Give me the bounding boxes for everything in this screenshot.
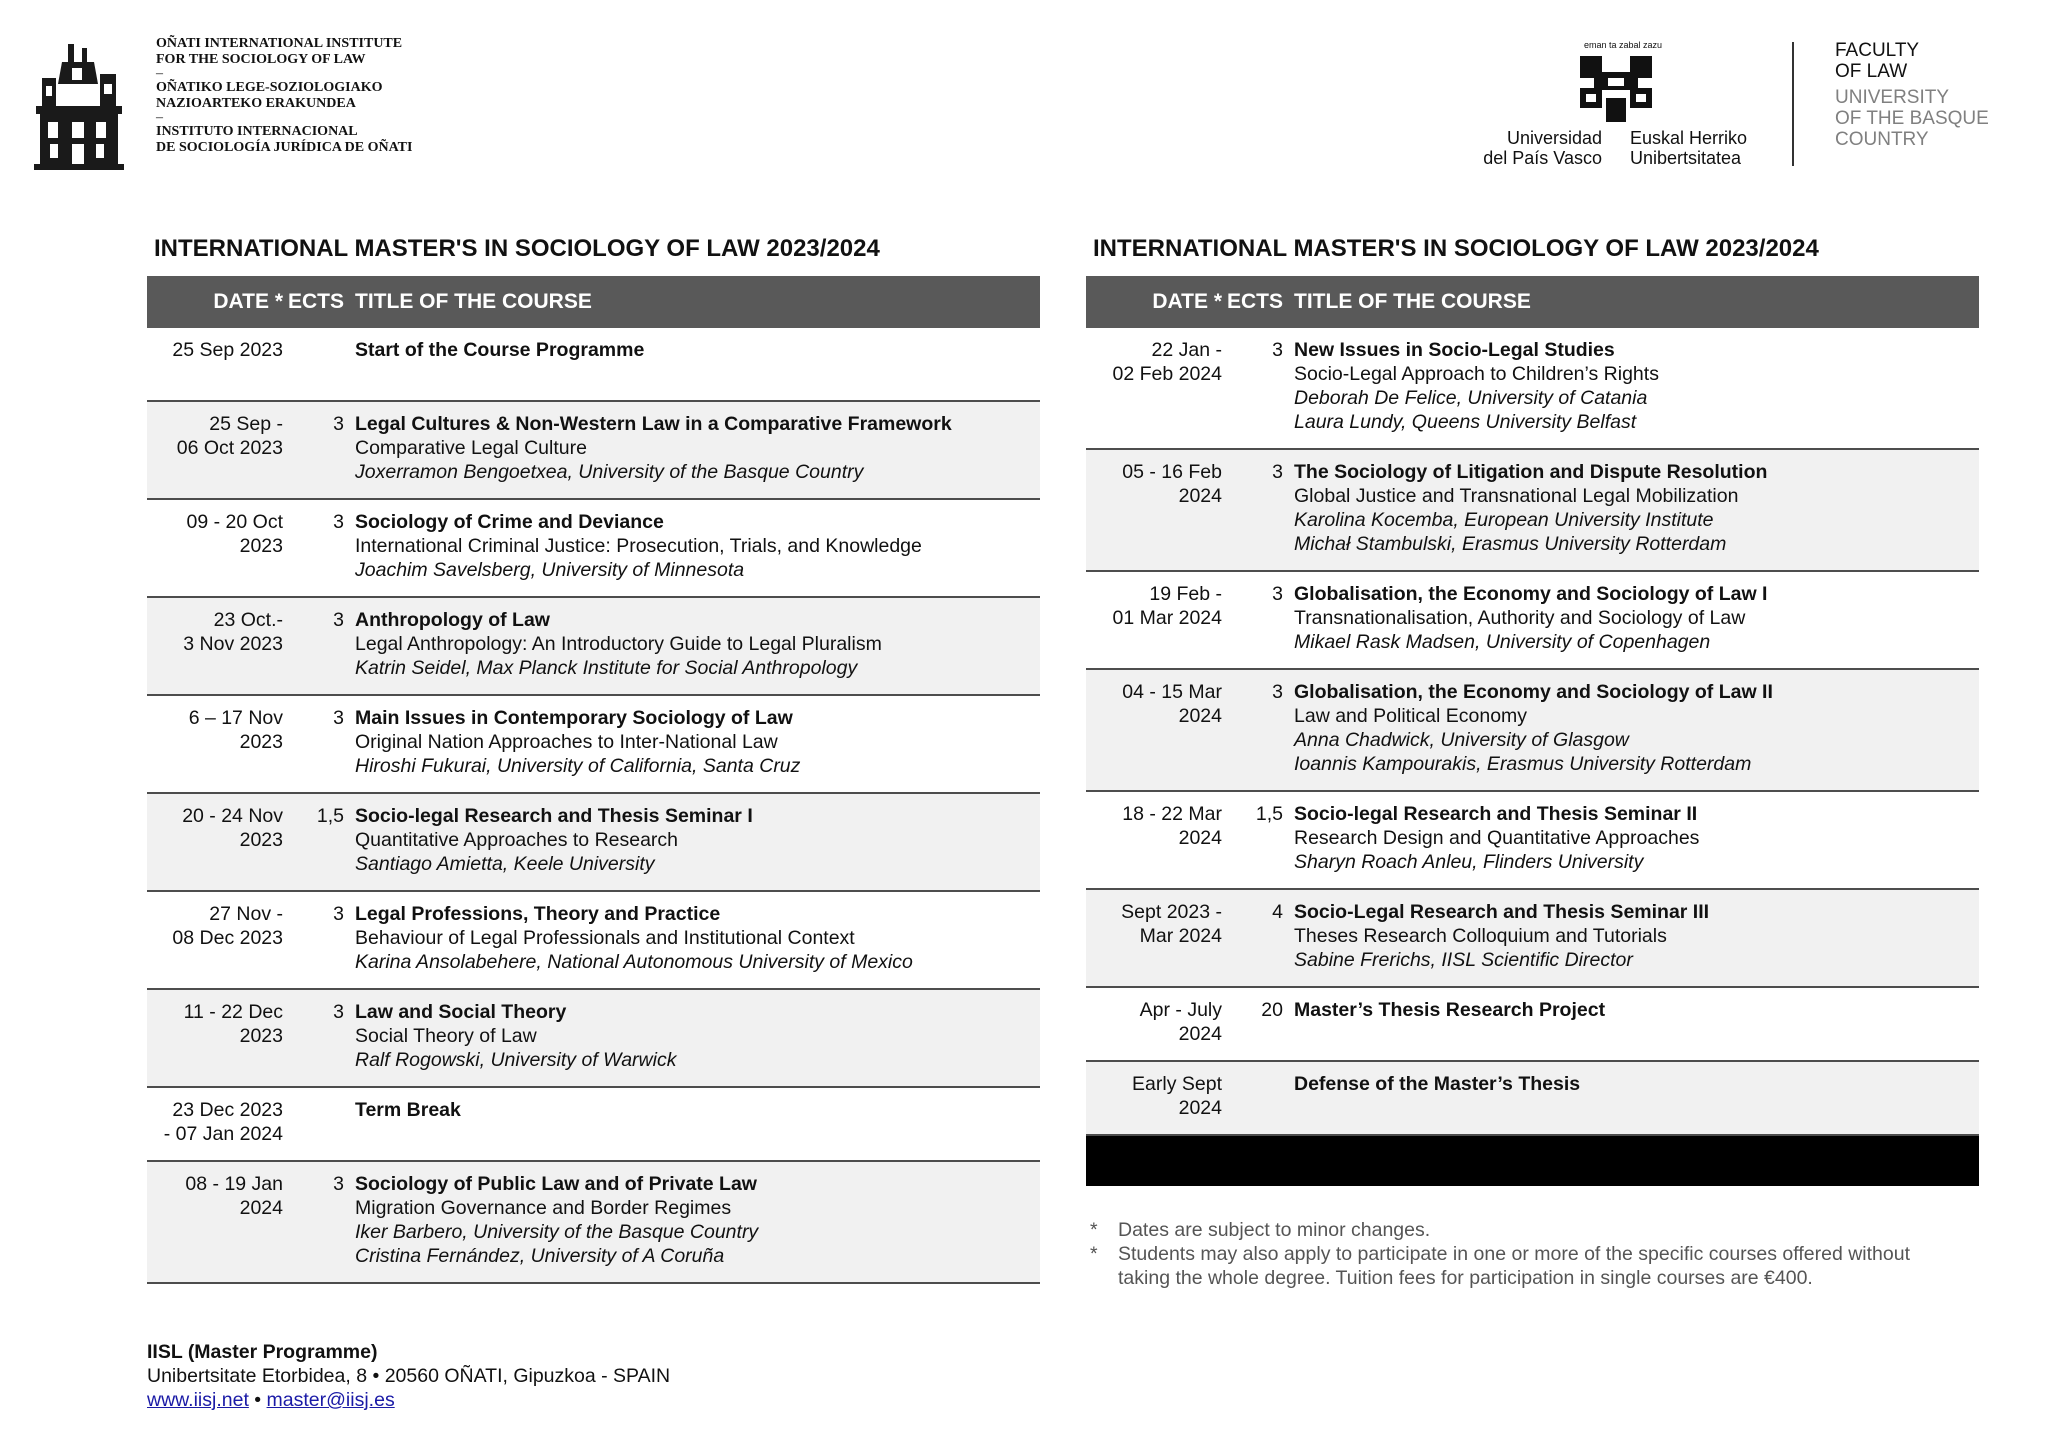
course-date-line: 2024 [1178,705,1222,727]
footnote-marker: * [1090,1219,1098,1241]
course-date-line: 2023 [239,535,283,557]
course-date-line: 05 - 16 Feb [1122,461,1222,483]
course-details [355,892,1040,988]
upv-motto: eman ta zabal zazu [1584,40,1663,50]
course-subtitle: Comparative Legal Culture [355,437,587,459]
course-details [1294,670,1979,790]
course-date [147,892,283,988]
iisl-line: FOR THE SOCIOLOGY OF LAW [156,52,366,67]
course-lecturer: Cristina Fernández, University of A Coruña [355,1245,725,1267]
table-row [1086,572,1979,670]
course-date [147,696,283,792]
course-subtitle: Law and Political Economy [1294,705,1528,727]
course-name: Socio-legal Research and Thesis Seminar II [1294,803,1698,825]
course-date [1086,670,1222,790]
course-date [1086,988,1222,1060]
course-name: Defense of the Master’s Thesis [1294,1073,1581,1095]
email-link[interactable]: master@iisj.es [266,1389,395,1411]
university-line: UNIVERSITY [1835,87,1950,108]
course-subtitle: Research Design and Quantitative Approaches [1294,827,1700,849]
iisl-separator: – [156,66,163,81]
course-date [1086,328,1222,448]
iisl-separator: – [156,110,163,125]
course-lecturer: Karolina Kocemba, European University Institute [1294,509,1714,531]
course-date-line: Sept 2023 - [1121,901,1222,923]
course-date [147,1162,283,1282]
course-details [355,990,1040,1086]
course-name: Legal Professions, Theory and Practice [355,903,721,925]
table-row [1086,792,1979,890]
course-date-line: - 07 Jan 2024 [163,1123,283,1145]
course-details [355,328,1040,400]
column-header-title: TITLE OF THE COURSE [1294,290,1531,313]
header-divider [1792,42,1794,166]
course-name: Sociology of Public Law and of Private Law [355,1173,757,1195]
course-date [147,598,283,694]
course-details [355,1162,1040,1282]
course-subtitle: Quantitative Approaches to Research [355,829,679,851]
course-date [1086,572,1222,668]
course-date-line: 2023 [239,731,283,753]
footnote-marker: * [1090,1243,1098,1265]
course-name: Globalisation, the Economy and Sociology of Law II [1294,681,1773,703]
table-row [1086,670,1979,792]
table-row [147,328,1040,402]
course-lecturer: Ioannis Kampourakis, Erasmus University Rotterdam [1294,753,1752,775]
course-name: Socio-legal Research and Thesis Seminar I [355,805,753,827]
course-date [147,328,283,400]
course-ects: 3 [1272,681,1283,703]
course-details [1294,572,1979,668]
faculty-line: OF LAW [1835,61,1908,82]
course-date [147,990,283,1086]
course-name: The Sociology of Litigation and Dispute Resolution [1294,461,1768,483]
course-date-line: 11 - 22 Dec [183,1001,283,1023]
table-row [147,892,1040,990]
course-subtitle: Original Nation Approaches to Inter-National Law [355,731,778,753]
footnote-line: Students may also apply to participate in one or more of the specific courses offered without [1118,1243,1910,1265]
table-row [1086,1062,1979,1136]
course-date-line: 04 - 15 Mar [1122,681,1222,703]
course-details [1294,328,1979,448]
course-date-line: 23 Dec 2023 [172,1099,283,1121]
upv-name-spanish [1478,128,1602,168]
course-ects: 1,5 [316,805,344,827]
course-name: Main Issues in Contemporary Sociology of Law [355,707,793,729]
table-row [147,1088,1040,1162]
iisl-line: NAZIOARTEKO ERAKUNDEA [156,96,356,111]
table-row [147,794,1040,892]
table-title: INTERNATIONAL MASTER'S IN SOCIOLOGY OF LAW 2023/2024 [154,235,880,262]
upv-name-basque [1630,128,1747,168]
course-ects: 20 [1261,999,1283,1021]
course-date-line: Apr - July [1139,999,1222,1021]
course-ects [283,1088,355,1160]
course-details [1294,890,1979,986]
university-line: COUNTRY [1835,129,1929,150]
course-subtitle: Legal Anthropology: An Introductory Guide to Legal Pluralism [355,633,882,655]
upv-name-line: Euskal Herriko [1630,128,1748,148]
website-link[interactable]: www.iisj.net [147,1389,249,1411]
course-date-line: 3 Nov 2023 [183,633,283,655]
faculty-name [1835,40,1919,82]
course-subtitle: Behaviour of Legal Professionals and Institutional Context [355,927,855,949]
course-ects: 3 [1272,583,1283,605]
course-subtitle: Transnationalisation, Authority and Sociology of Law [1294,607,1746,629]
upv-name-line: Universidad [1506,128,1602,148]
course-details [355,1088,1040,1160]
footer-links [147,1388,670,1412]
column-header-ects: ECTS [1226,290,1283,313]
course-lecturer: Hiroshi Fukurai, University of California, Santa Cruz [355,755,801,777]
course-date-line: Mar 2024 [1139,925,1222,947]
course-date-line: 2024 [1178,827,1222,849]
course-lecturer: Iker Barbero, University of the Basque Country [355,1221,759,1243]
table-body [147,328,1040,1284]
course-date [1086,792,1222,888]
course-lecturer: Ralf Rogowski, University of Warwick [355,1049,677,1071]
course-date-line: 6 – 17 Nov [188,707,283,729]
course-details [1294,792,1979,888]
course-lecturer: Anna Chadwick, University of Glasgow [1294,729,1629,751]
course-date-line: Early Sept [1132,1073,1222,1095]
course-date-line: 25 Sep 2023 [172,339,283,361]
column-header-ects: ECTS [287,290,344,313]
course-date-line: 22 Jan - [1151,339,1222,361]
course-ects: 3 [333,609,344,631]
course-date-line: 08 Dec 2023 [172,927,283,949]
course-name: Sociology of Crime and Deviance [355,511,664,533]
course-date-line: 2024 [1178,1097,1222,1119]
course-date-line: 02 Feb 2024 [1112,363,1222,385]
course-lecturer: Santiago Amietta, Keele University [355,853,655,875]
course-date [147,794,283,890]
course-lecturer: Sharyn Roach Anleu, Flinders University [1294,851,1644,873]
course-date-line: 20 - 24 Nov [182,805,283,827]
table-header [147,276,1040,328]
course-subtitle: Global Justice and Transnational Legal Mobilization [1294,485,1739,507]
course-ects: 3 [333,1001,344,1023]
column-header-date: DATE * [213,290,283,313]
course-lecturer: Laura Lundy, Queens University Belfast [1294,411,1637,433]
course-lecturer: Karina Ansolabehere, National Autonomous University of Mexico [355,951,913,973]
table-row [147,696,1040,794]
course-ects [283,328,355,400]
course-date-line: 08 - 19 Jan [185,1173,283,1195]
faculty-line: FACULTY [1835,40,1920,61]
table-row [1086,328,1979,450]
table-end-bar [1086,1136,1979,1186]
upv-logo [1578,54,1658,124]
table-row [1086,988,1979,1062]
column-header-date: DATE * [1152,290,1222,313]
course-date-line: 2023 [239,829,283,851]
schedule-table-left [147,234,1040,1284]
upv-name-line: del País Vasco [1483,148,1602,168]
table-title: INTERNATIONAL MASTER'S IN SOCIOLOGY OF LAW 2023/2024 [1093,235,1819,262]
course-details [355,500,1040,596]
course-details [355,794,1040,890]
table-header [1086,276,1979,328]
footnote [1086,1218,1986,1242]
course-date-line: 2024 [1178,1023,1222,1045]
iisl-line: OÑATIKO LEGE-SOZIOLOGIAKO [156,80,383,95]
course-date-line: 25 Sep - [209,413,283,435]
course-date-line: 2024 [1178,485,1222,507]
footer-link-separator: • [248,1389,267,1411]
course-date-line: 06 Oct 2023 [176,437,283,459]
course-name: Start of the Course Programme [355,339,645,361]
course-date-line: 19 Feb - [1149,583,1222,605]
course-details [1294,1062,1979,1134]
university-line: OF THE BASQUE [1835,108,1989,129]
course-lecturer: Joachim Savelsberg, University of Minnesota [355,559,745,581]
course-name: Law and Social Theory [355,1001,567,1023]
footer-organisation: IISL (Master Programme) [147,1341,378,1363]
course-details [355,598,1040,694]
table-row [147,598,1040,696]
course-ects: 3 [1272,339,1283,361]
column-header-title: TITLE OF THE COURSE [355,290,592,313]
course-ects: 3 [333,903,344,925]
course-date-line: 2024 [239,1197,283,1219]
course-subtitle: Social Theory of Law [355,1025,537,1047]
course-subtitle: International Criminal Justice: Prosecution, Trials, and Knowledge [355,535,922,557]
course-date [147,1088,283,1160]
course-ects: 4 [1272,901,1283,923]
course-date [1086,1062,1222,1134]
course-ects: 3 [333,511,344,533]
course-name: Master’s Thesis Research Project [1294,999,1606,1021]
iisl-line: DE SOCIOLOGÍA JURÍDICA DE OÑATI [156,140,413,155]
contact-footer [147,1340,670,1412]
course-ects [1222,1062,1294,1134]
iisl-line: INSTITUTO INTERNACIONAL [156,124,358,139]
course-date [1086,450,1222,570]
course-name: Globalisation, the Economy and Sociology of Law I [1294,583,1768,605]
table-body [1086,328,1979,1136]
course-details [355,696,1040,792]
table-row [147,402,1040,500]
course-date-line: 18 - 22 Mar [1122,803,1222,825]
course-lecturer: Katrin Seidel, Max Planck Institute for Social Anthropology [355,657,858,679]
course-name: Socio-Legal Research and Thesis Seminar III [1294,901,1710,923]
table-row [1086,450,1979,572]
course-name: Term Break [355,1099,461,1121]
course-date [147,402,283,498]
course-subtitle: Socio-Legal Approach to Children’s Rights [1294,363,1659,385]
schedule-table-right [1086,234,1979,1186]
course-date-line: 09 - 20 Oct [186,511,283,533]
table-row [147,1162,1040,1284]
iisl-name-block [156,36,412,156]
footnote [1086,1242,1986,1290]
course-subtitle: Migration Governance and Border Regimes [355,1197,732,1219]
table-row [147,990,1040,1088]
course-date [147,500,283,596]
course-ects: 3 [333,413,344,435]
course-ects: 3 [333,707,344,729]
footnote-text [1118,1242,1986,1290]
course-date-line: 27 Nov - [209,903,283,925]
course-date-line: 23 Oct.- [213,609,283,631]
footer-address: Unibertsitate Etorbidea, 8 • 20560 OÑATI, Gipuzkoa - SPAIN [147,1365,671,1387]
course-name: Anthropology of Law [355,609,550,631]
footnote-text [1118,1218,1986,1242]
iisl-logo [32,44,124,170]
course-details [1294,450,1979,570]
course-details [1294,988,1979,1060]
upv-name-line: Unibertsitatea [1630,148,1742,168]
course-name: Legal Cultures & Non-Western Law in a Comparative Framework [355,413,952,435]
course-date-line: 2023 [239,1025,283,1047]
footnotes [1086,1218,1986,1290]
table-row [1086,890,1979,988]
table-row [147,500,1040,598]
course-lecturer: Mikael Rask Madsen, University of Copenhagen [1294,631,1711,653]
course-lecturer: Deborah De Felice, University of Catania [1294,387,1648,409]
footnote-line: taking the whole degree. Tuition fees for participation in single courses are €400. [1118,1267,1813,1289]
course-lecturer: Sabine Frerichs, IISL Scientific Director [1294,949,1633,971]
course-ects: 1,5 [1255,803,1283,825]
course-ects: 3 [1272,461,1283,483]
course-lecturer: Joxerramon Bengoetxea, University of the Basque Country [355,461,864,483]
course-ects: 3 [333,1173,344,1195]
university-name [1835,87,1989,150]
course-details [355,402,1040,498]
course-name: New Issues in Socio-Legal Studies [1294,339,1615,361]
course-subtitle: Theses Research Colloquium and Tutorials [1294,925,1667,947]
footnote-line: Dates are subject to minor changes. [1118,1219,1431,1241]
course-date-line: 01 Mar 2024 [1112,607,1222,629]
course-lecturer: Michał Stambulski, Erasmus University Rotterdam [1294,533,1727,555]
iisl-line: OÑATI INTERNATIONAL INSTITUTE [156,36,403,51]
course-date [1086,890,1222,986]
